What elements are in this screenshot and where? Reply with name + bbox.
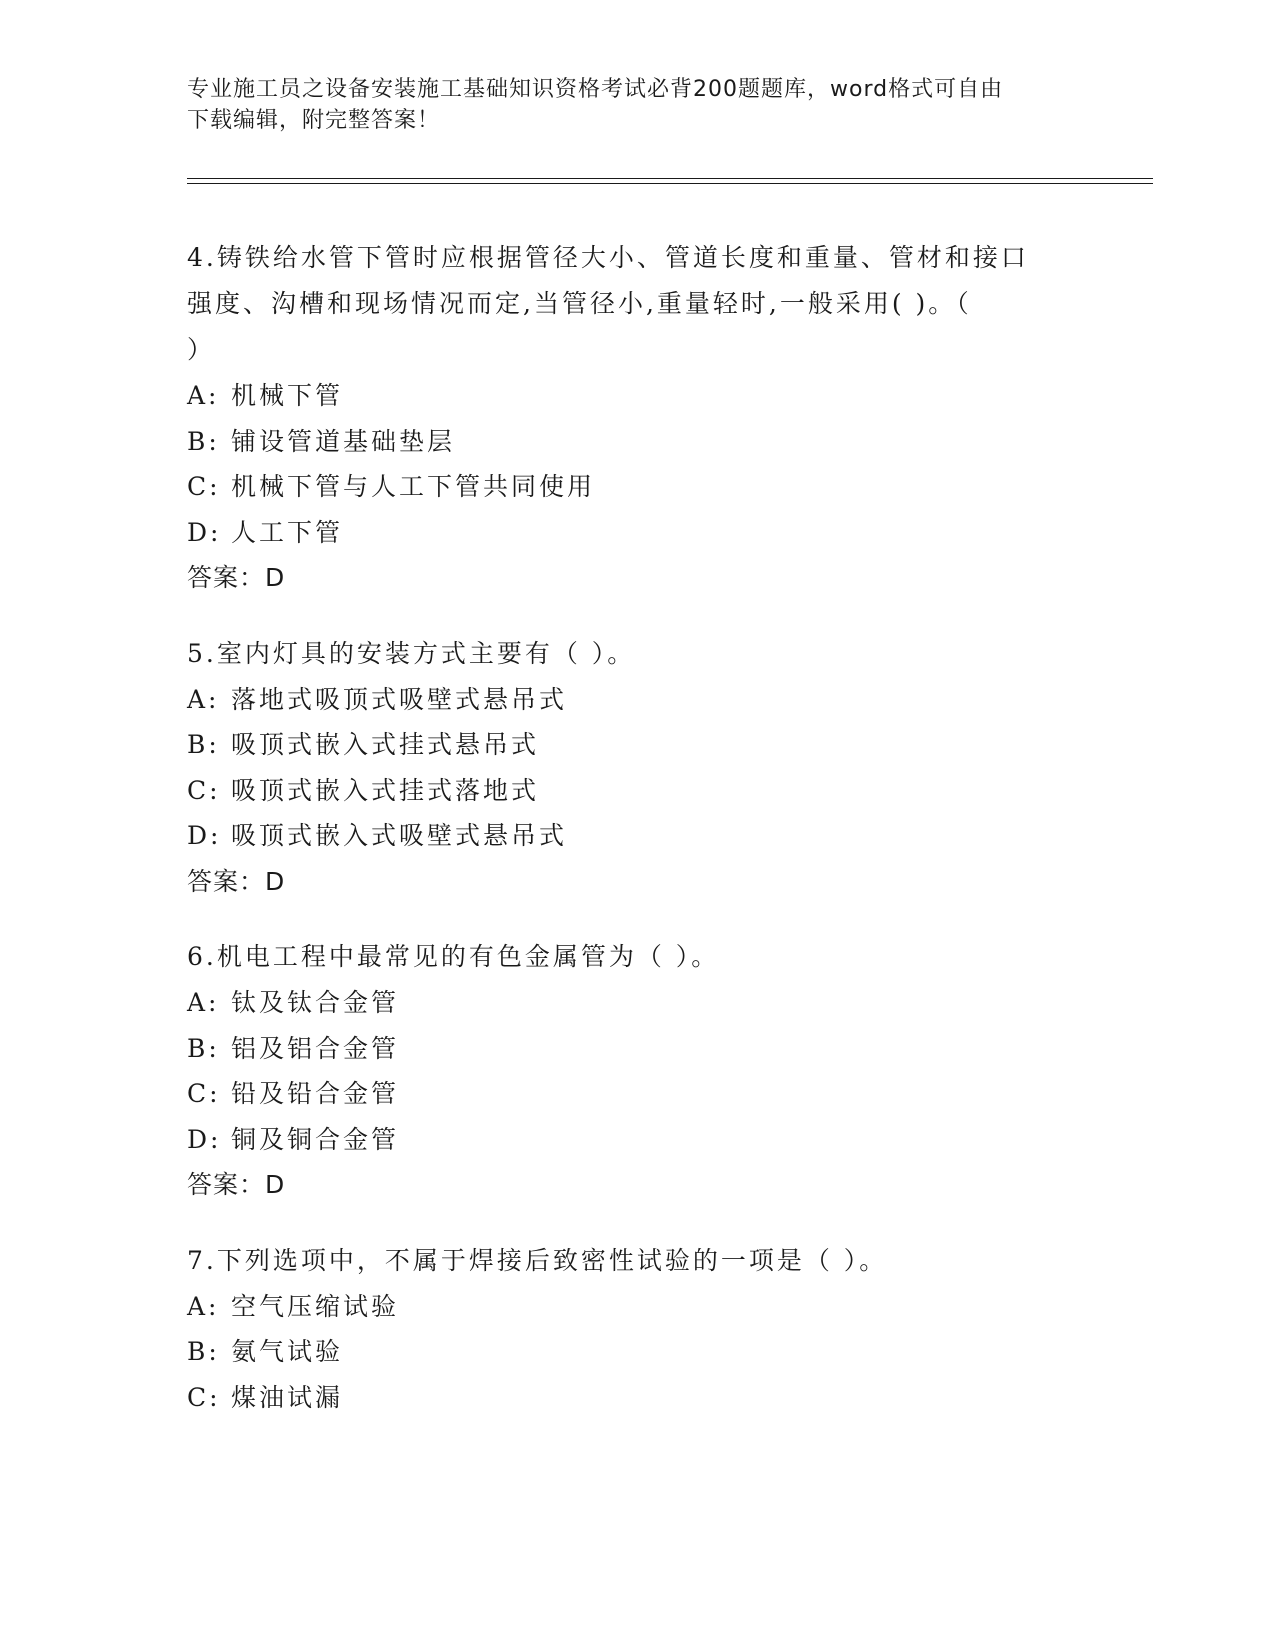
option-text: 吸顶式嵌入式吸壁式悬吊式: [231, 821, 568, 850]
question-5: [187, 631, 1087, 905]
answer-label: 答案：D: [187, 1170, 286, 1199]
option-a: [187, 1284, 1087, 1330]
option-text: 铺设管道基础垫层: [231, 426, 456, 456]
question-text-line: 4.铸铁给水管下管时应根据管径大小、管道长度和重量、管材和接口: [187, 243, 1029, 272]
question-text: [187, 631, 1087, 677]
option-b: [187, 419, 1087, 465]
question-text-line: 7.下列选项中，不属于焊接后致密性试验的一项是（ ）。: [187, 1245, 888, 1275]
option-key: A:: [187, 684, 220, 714]
answer-label: 答案：D: [187, 563, 286, 592]
option-b: [187, 722, 1087, 768]
option-text: 铝及铝合金管: [231, 1033, 400, 1063]
option-text: 机械下管: [231, 381, 344, 410]
option-b: [187, 1026, 1087, 1072]
document-header: [187, 74, 1087, 136]
question-6: [187, 934, 1087, 1208]
question-7: [187, 1238, 1087, 1421]
header-divider-top: [187, 178, 1153, 179]
option-d: [187, 1117, 1087, 1163]
option-key: D:: [187, 821, 222, 850]
question-text: [187, 934, 1087, 980]
option-key: D:: [187, 517, 222, 547]
question-text-line: 5.室内灯具的安装方式主要有（ ）。: [187, 638, 636, 668]
option-text: 煤油试漏: [231, 1382, 344, 1412]
question-text-line: 强度、沟槽和现场情况而定,当管径小,重量轻时,一般采用( )。（: [187, 289, 972, 318]
header-line-1: 专业施工员之设备安装施工基础知识资格考试必背200题题库，word格式可自由: [187, 77, 1004, 102]
question-list: [187, 235, 1087, 1450]
option-d: [187, 510, 1087, 556]
option-key: C:: [187, 1079, 221, 1108]
option-text: 铜及铜合金管: [231, 1124, 400, 1154]
option-text: 钛及钛合金管: [231, 988, 400, 1017]
option-d: [187, 813, 1087, 859]
option-key: B:: [187, 1337, 220, 1366]
question-text-line: ）: [187, 335, 216, 364]
option-key: B:: [187, 1033, 220, 1063]
option-key: D:: [187, 1124, 222, 1154]
option-key: A:: [187, 988, 220, 1017]
header-divider-bottom: [187, 183, 1153, 184]
option-text: 人工下管: [231, 517, 344, 547]
answer-label: 答案：D: [187, 866, 286, 896]
option-key: A:: [187, 1291, 220, 1321]
option-text: 吸顶式嵌入式挂式悬吊式: [231, 730, 540, 759]
question-text: [187, 235, 1087, 373]
option-c: [187, 464, 1087, 510]
option-b: [187, 1329, 1087, 1375]
question-text: [187, 1238, 1087, 1284]
option-key: B:: [187, 730, 220, 759]
option-a: [187, 373, 1087, 419]
option-text: 铅及铅合金管: [231, 1079, 400, 1108]
header-line-2: 下载编辑，附完整答案！: [187, 108, 441, 133]
option-key: A:: [187, 381, 220, 410]
option-c: [187, 1071, 1087, 1117]
option-key: C:: [187, 472, 221, 501]
option-text: 落地式吸顶式吸壁式悬吊式: [231, 684, 568, 714]
option-key: C:: [187, 1382, 221, 1412]
question-4: [187, 235, 1087, 601]
option-key: B:: [187, 426, 220, 456]
option-a: [187, 677, 1087, 723]
option-text: 氨气试验: [231, 1337, 344, 1366]
option-c: [187, 768, 1087, 814]
option-text: 吸顶式嵌入式挂式落地式: [231, 775, 540, 805]
option-a: [187, 980, 1087, 1026]
option-text: 机械下管与人工下管共同使用: [231, 472, 596, 501]
option-key: C:: [187, 775, 221, 805]
option-text: 空气压缩试验: [231, 1291, 400, 1321]
option-c: [187, 1375, 1087, 1421]
question-text-line: 6.机电工程中最常见的有色金属管为（ ）。: [187, 942, 720, 971]
